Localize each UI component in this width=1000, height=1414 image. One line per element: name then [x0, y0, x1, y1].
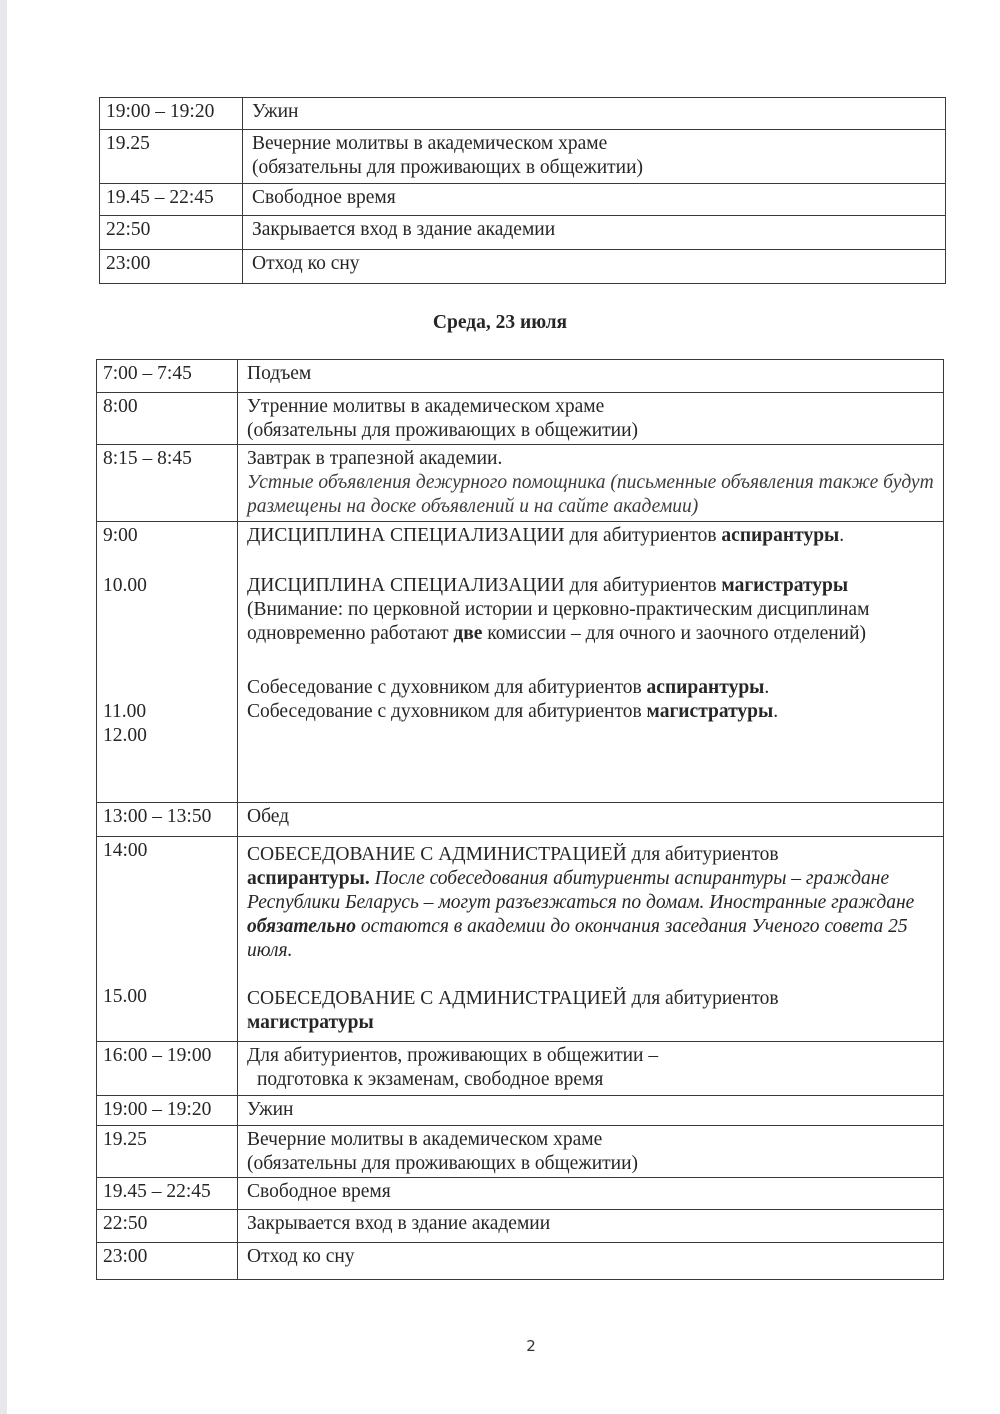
activity-cell: Отход ко сну — [243, 250, 946, 284]
table-row — [97, 803, 944, 837]
time-cell: 19.45 – 22:45 — [97, 1178, 238, 1210]
time-cell: 7:00 – 7:45 — [97, 360, 238, 393]
activity-cell — [238, 837, 944, 1042]
scan-edge — [0, 0, 7, 1414]
activity-line: (обязательны для проживающих в общежитии) — [247, 420, 639, 441]
time-cell: 8:15 – 8:45 — [97, 445, 238, 522]
time-label: 15.00 — [103, 986, 147, 1007]
activity-line: Для абитуриентов, проживающих в общежитии – — [247, 1045, 659, 1066]
time-label: 9:00 — [103, 525, 138, 546]
time-cell: 19.25 — [97, 1126, 238, 1178]
activity-cell — [238, 522, 944, 803]
time-cell: 22:50 — [97, 1210, 238, 1243]
time-cell — [97, 837, 238, 1042]
activity-cell: Подъем — [238, 360, 944, 393]
table-row — [100, 250, 946, 284]
time-cell: 13:00 – 13:50 — [97, 803, 238, 837]
activity-entry: Собеседование с духовником для абитуриентов аспирантуры. — [247, 677, 770, 698]
activity-entry: ДИСЦИПЛИНА СПЕЦИАЛИЗАЦИИ для абитуриентов магистратуры (Внимание: по церковной истории и церковно-практическим дисциплинам одновременно работают две комиссии – для очного и заочного отделений) — [247, 575, 870, 644]
activity-line: Завтрак в трапезной академии. — [247, 448, 503, 469]
table-row — [97, 1243, 944, 1280]
time-cell: 19.45 – 22:45 — [100, 184, 243, 216]
activity-cell — [238, 1126, 944, 1178]
activity-line: Вечерние молитвы в академическом храме — [247, 1129, 603, 1150]
table-row — [97, 360, 944, 393]
activity-cell — [238, 445, 944, 522]
table-row — [97, 445, 944, 522]
activity-cell: Свободное время — [243, 184, 946, 216]
time-label: 10.00 — [103, 575, 147, 596]
table-row — [97, 393, 944, 445]
activity-cell: Свободное время — [238, 1178, 944, 1210]
activity-entry: СОБЕСЕДОВАНИЕ С АДМИНИСТРАЦИЕЙ для абитуриентов аспирантуры. После собеседования абитуриенты аспирантуры – граждане Республики Беларусь – могут разъезжаться по домам. Иностранные граждане обязательно остаются в академии до окончания заседания Ученого совета 25 июля. — [247, 844, 915, 961]
table-row — [97, 837, 944, 1042]
activity-cell: Закрывается вход в здание академии — [238, 1210, 944, 1243]
day-heading: Среда, 23 июля — [432, 312, 568, 333]
activity-cell: Ужин — [238, 1096, 944, 1126]
table-row — [97, 522, 944, 803]
activity-line: подготовка к экзаменам, свободное время — [257, 1069, 604, 1090]
schedule-table-wednesday — [96, 359, 944, 1280]
announcement-note: Устные объявления дежурного помощника (письменные объявления также будут размещены на доске объявлений и на сайте академии) — [247, 472, 934, 517]
table-row — [97, 1210, 944, 1243]
activity-cell: Ужин — [243, 98, 946, 130]
schedule-table-previous-day — [99, 97, 946, 284]
time-cell: 19.25 — [100, 130, 243, 184]
activity-cell — [243, 130, 946, 184]
time-label: 12.00 — [103, 725, 147, 746]
activity-line: Утренние молитвы в академическом храме — [247, 396, 605, 417]
table-row — [100, 98, 946, 130]
activity-cell: Закрывается вход в здание академии — [243, 216, 946, 250]
table-row — [100, 130, 946, 184]
activity-line: Вечерние молитвы в академическом храме — [252, 133, 608, 154]
activity-line: (обязательны для проживающих в общежитии) — [247, 1153, 639, 1174]
time-cell: 22:50 — [100, 216, 243, 250]
activity-cell — [238, 393, 944, 445]
table-row — [97, 1042, 944, 1096]
time-cell: 23:00 — [97, 1243, 238, 1280]
table-row — [100, 216, 946, 250]
table-row — [97, 1178, 944, 1210]
time-cell: 19:00 – 19:20 — [97, 1096, 238, 1126]
table-row — [97, 1096, 944, 1126]
activity-line: (обязательны для проживающих в общежитии) — [252, 157, 644, 178]
time-label: 14:00 — [103, 840, 148, 861]
time-label: 11.00 — [103, 701, 147, 722]
time-cell: 16:00 – 19:00 — [97, 1042, 238, 1096]
activity-entry: Собеседование с духовником для абитуриентов магистратуры. — [247, 701, 779, 722]
activity-cell: Обед — [238, 803, 944, 837]
time-cell: 23:00 — [100, 250, 243, 284]
activity-entry: ДИСЦИПЛИНА СПЕЦИАЛИЗАЦИИ для абитуриентов аспирантуры. — [247, 525, 845, 546]
time-cell — [97, 522, 238, 803]
table-row — [97, 1126, 944, 1178]
time-cell: 19:00 – 19:20 — [100, 98, 243, 130]
page-number: 2 — [526, 1337, 536, 1355]
table-row — [100, 184, 946, 216]
time-cell: 8:00 — [97, 393, 238, 445]
activity-entry: СОБЕСЕДОВАНИЕ С АДМИНИСТРАЦИЕЙ для абитуриентов магистратуры — [247, 988, 779, 1033]
activity-cell — [238, 1042, 944, 1096]
activity-cell: Отход ко сну — [238, 1243, 944, 1280]
